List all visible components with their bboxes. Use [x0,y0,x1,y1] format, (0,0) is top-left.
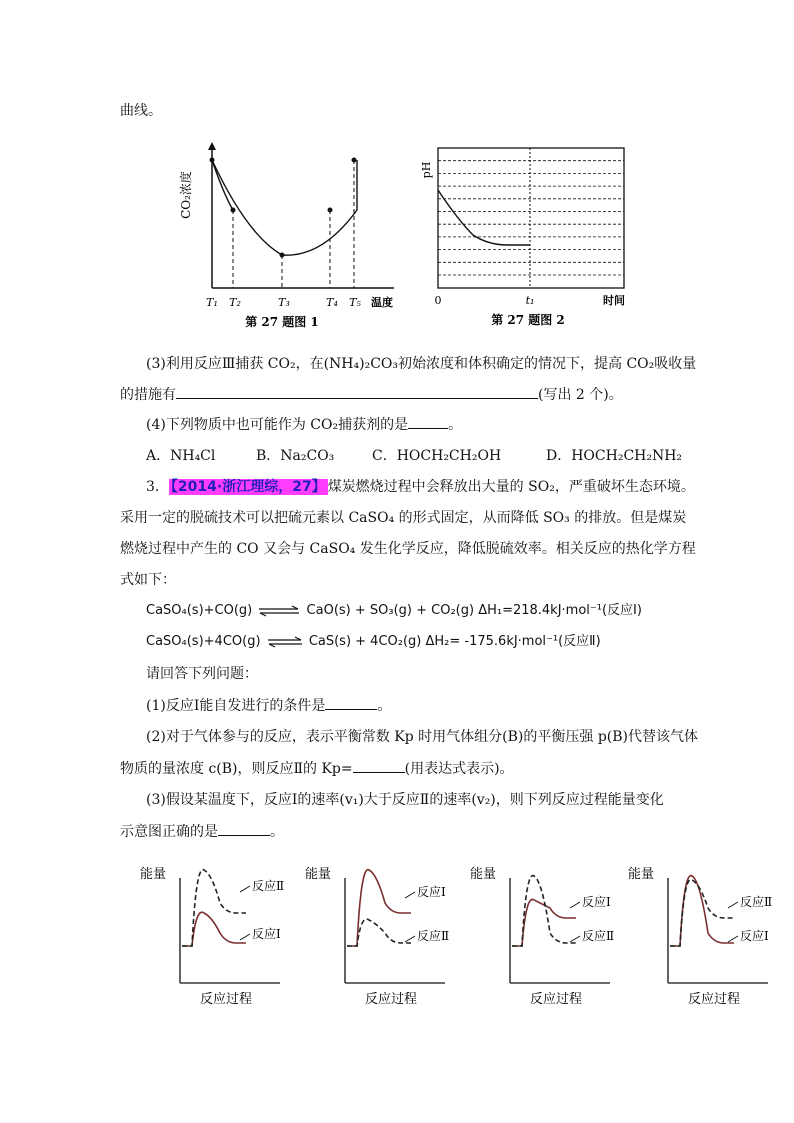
q3-line2: 的措施有 (写出 2 个)。 [120,384,623,405]
fig1-tick: T₄ [326,296,338,309]
subq3-line1: (3)假设某温度下，反应Ⅰ的速率(v₁)大于反应Ⅱ的速率(v₂)，则下列反应过程能量变化 [146,792,664,808]
figure-1-co2-curve [172,140,412,340]
energy-diagram-panel [140,858,290,1013]
energy-xlabel: 反应过程 [365,992,418,1007]
energy-xlabel: 反应过程 [688,992,741,1007]
subq2-line2: 物质的量浓度 c(B)，则反应Ⅱ的 Kp= (用表达式表示)。 [120,758,514,779]
fig1-ylabel: CO₂浓度 [179,171,193,219]
energy-ylabel: 能量 [470,867,497,882]
subq2-line1: (2)对于气体参与的反应，表示平衡常数 Kp 时用气体组分(B)的平衡压强 p(B)代替该气体 [146,729,698,745]
fig2-xlabel: 时间 [603,294,625,307]
fig1-caption: 第 27 题图 1 [245,315,319,329]
ask-line: 请回答下列问题： [146,666,258,682]
problem3-line4: 式如下： [120,572,176,588]
source-badge: 【2014·浙江理综，27】 [170,479,326,495]
subq1: (1)反应Ⅰ能自发进行的条件是 。 [146,695,391,716]
fig1-tick: T₂ [229,296,241,309]
curve-label: 反应Ⅰ [582,895,611,909]
fig1-tick: T₃ [278,296,290,309]
energy-xlabel: 反应过程 [200,992,253,1007]
intro-text: 曲线。 [120,103,162,119]
subq3-answer-blank[interactable] [218,821,270,836]
curve-label: 反应Ⅱ [582,929,615,943]
solid-curve [670,876,734,946]
fig1-tick: T₅ [349,296,361,309]
energy-ylabel: 能量 [140,867,167,882]
curve-label: 反应Ⅱ [417,929,450,943]
fig2-origin: 0 [434,294,442,307]
solid-curve [347,870,411,946]
subq1-answer-blank[interactable] [325,695,377,710]
q4-option-d: D．HOCH₂CH₂NH₂ [546,448,683,464]
q4-option-c: C．HOCH₂CH₂OH [372,448,502,464]
q4-stem: (4)下列物质中也可能作为 CO₂捕获剂的是 。 [146,414,462,435]
q4-answer-blank[interactable] [408,414,448,429]
subq2-answer-blank[interactable] [353,758,405,773]
energy-ylabel: 能量 [628,867,655,882]
energy-xlabel: 反应过程 [530,992,583,1007]
solid-curve [182,912,246,946]
problem3-line2: 采用一定的脱硫技术可以把硫元素以 CaSO₄ 的形式固定，从而降低 SO₃ 的排放。但是煤炭 [120,510,687,526]
energy-diagram-panel [305,858,455,1013]
curve-label: 反应Ⅰ [252,927,281,941]
q3-line1: (3)利用反应Ⅲ捕获 CO₂，在(NH₄)₂CO₃初始浓度和体积确定的情况下，提高 CO₂吸收量 [146,356,697,372]
curve-label: 反应Ⅰ [740,929,769,943]
energy-diagram-panel [470,858,620,1013]
equation-1: CaSO₄(s)+CO(g) CaO(s) + SO₃(g) + CO₂(g) ΔH₁=218.4kJ·mol⁻¹(反应Ⅰ) [146,603,642,618]
energy-diagram-panel [628,858,778,1013]
equilibrium-arrow-icon [265,636,305,648]
fig1-xlabel: 温度 [371,296,393,309]
problem3-line3: 燃烧过程中产生的 CO 又会与 CaSO₄ 发生化学反应，降低脱硫效率。相关反应的热化学方程 [120,541,696,557]
fig2-caption: 第 27 题图 2 [491,313,565,327]
equation-2: CaSO₄(s)+4CO(g) CaS(s) + 4CO₂(g) ΔH₂= -175.6kJ·mol⁻¹(反应Ⅱ) [146,634,601,649]
dashed-curve [670,880,734,946]
curve-label: 反应Ⅱ [740,895,773,909]
q4-option-a: A．NH₄Cl [146,448,216,464]
curve-label: 反应Ⅰ [417,885,446,899]
fig2-t1: t₁ [525,294,535,307]
fig2-ylabel: pH [420,161,433,179]
energy-diagram-row [140,858,790,1018]
fig1-tick: T₁ [206,296,218,309]
subq3-line2: 示意图正确的是 。 [120,821,284,842]
problem3-line1: 3． 【2014·浙江理综，27】 煤炭燃烧过程中会释放出大量的 SO₂，严重破坏生态环境。 [146,479,695,495]
q4-option-b: B．Na₂CO₃ [256,448,335,464]
q3-answer-blank[interactable] [176,384,538,399]
curve-label: 反应Ⅱ [252,879,285,893]
energy-ylabel: 能量 [305,867,332,882]
dashed-curve [182,870,246,946]
figure-2-ph-curve [418,140,638,340]
dashed-curve [512,876,576,946]
equilibrium-arrow-icon [256,605,302,617]
